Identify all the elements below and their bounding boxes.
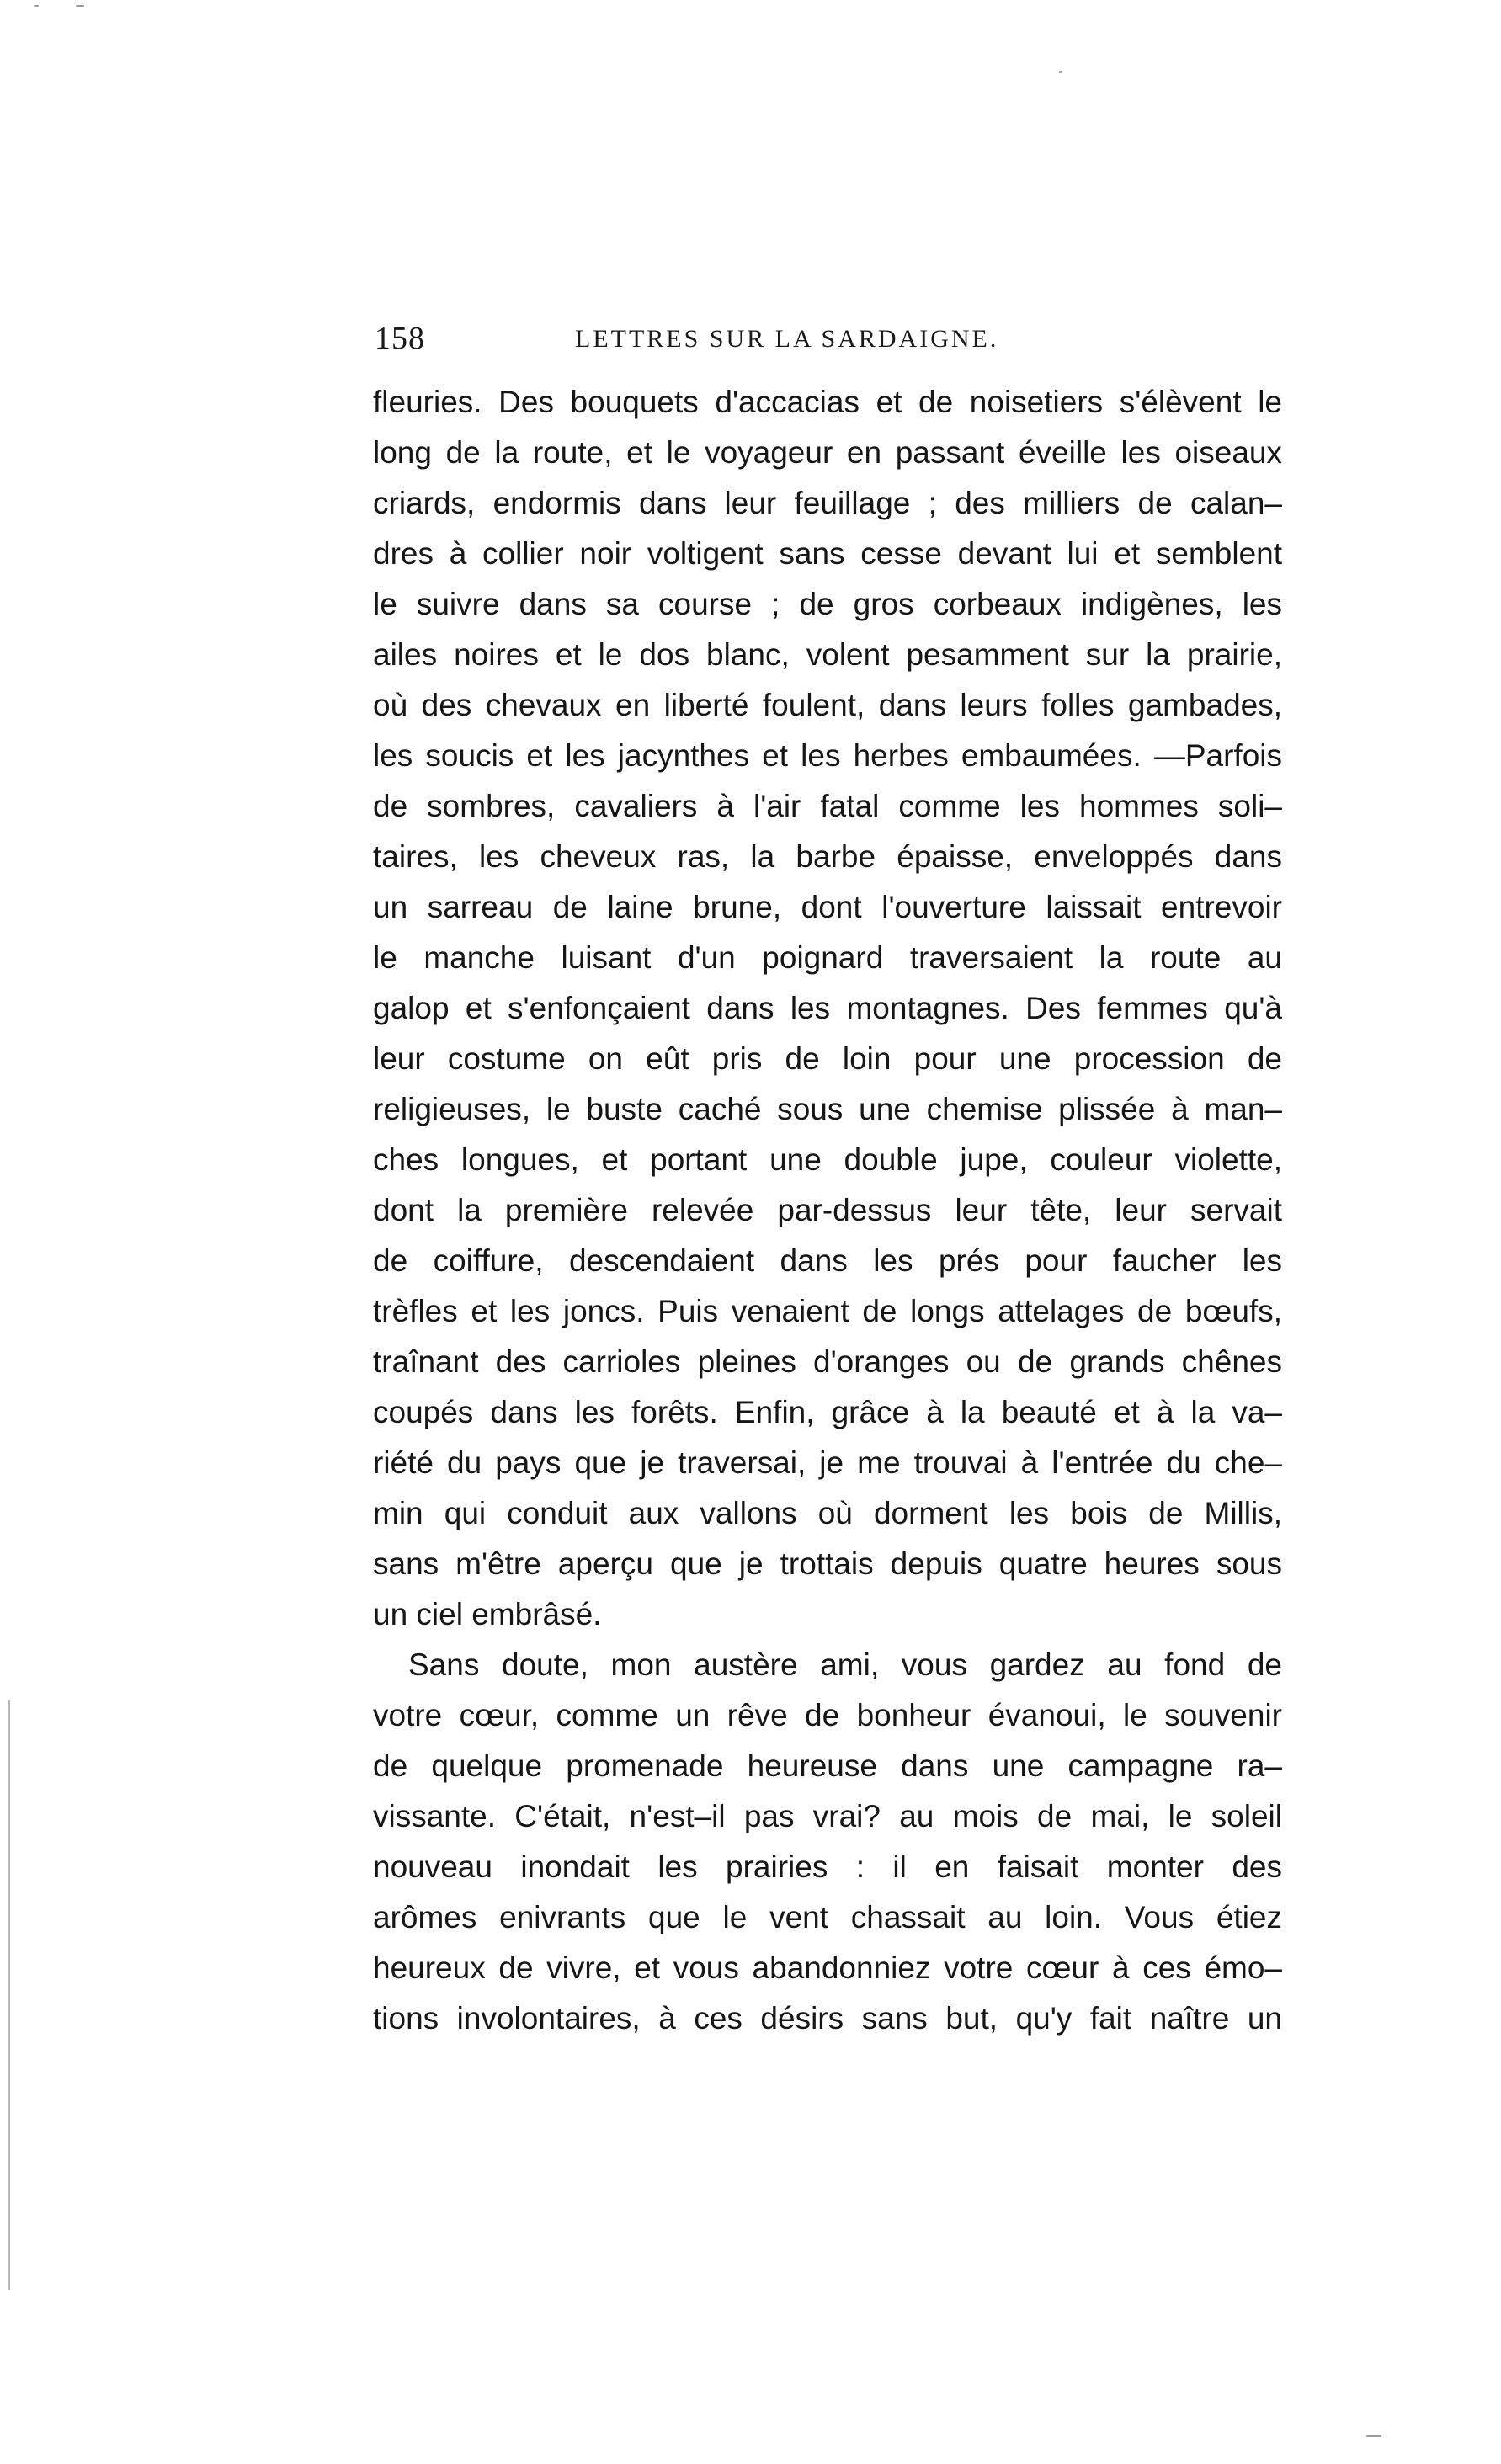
scan-speck: [76, 5, 84, 7]
text-line: criards, endormis dans leur feuillage ; des milliers de calan–: [373, 486, 1282, 520]
text-line: traînant des carrioles pleines d'oranges ou de grands chênes: [373, 1344, 1282, 1379]
scan-speck: [1366, 2435, 1381, 2437]
text-line: un ciel embrâsé.: [373, 1597, 602, 1631]
text-line: les soucis et les jacynthes et les herbes embaumées. —Parfois: [373, 738, 1282, 773]
text-line: vissante. C'était, n'est–il pas vrai? au mois de mai, le soleil: [373, 1799, 1282, 1833]
text-line: riété du pays que je traversai, je me trouvai à l'entrée du che–: [373, 1445, 1282, 1480]
scan-margin-edge: [8, 1700, 10, 2290]
page-header: [375, 320, 1284, 370]
text-line: un sarreau de laine brune, dont l'ouverture laissait entrevoir: [373, 890, 1282, 924]
text-line: trèfles et les joncs. Puis venaient de longs attelages de bœufs,: [373, 1294, 1282, 1328]
text-line: fleuries. Des bouquets d'accacias et de noisetiers s'élèvent le: [373, 385, 1282, 419]
text-line: le suivre dans sa course ; de gros corbeaux indigènes, les: [373, 587, 1282, 621]
text-line: coupés dans les forêts. Enfin, grâce à la beauté et à la va–: [373, 1395, 1282, 1429]
scan-speck: [34, 5, 39, 7]
text-line: religieuses, le buste caché sous une chemise plissée à man–: [373, 1092, 1282, 1126]
text-line: Sans doute, mon austère ami, vous gardez au fond de: [408, 1647, 1282, 1682]
text-line: dres à collier noir voltigent sans cesse devant lui et semblent: [373, 536, 1282, 571]
text-line: galop et s'enfonçaient dans les montagnes. Des femmes qu'à: [373, 991, 1282, 1025]
text-line: ailes noires et le dos blanc, volent pesamment sur la prairie,: [373, 637, 1282, 672]
text-line: min qui conduit aux vallons où dorment les bois de Millis,: [373, 1496, 1282, 1530]
text-line: tions involontaires, à ces désirs sans but, qu'y fait naître un: [373, 2001, 1282, 2036]
text-line: leur costume on eût pris de loin pour une procession de: [373, 1041, 1282, 1076]
text-line: où des chevaux en liberté foulent, dans leurs folles gambades,: [373, 688, 1282, 722]
text-line: votre cœur, comme un rêve de bonheur évanoui, le souvenir: [373, 1698, 1282, 1732]
text-line: sans m'être aperçu que je trottais depuis quatre heures sous: [373, 1546, 1282, 1581]
text-line: de sombres, cavaliers à l'air fatal comme les hommes soli–: [373, 789, 1282, 823]
text-line: nouveau inondait les prairies : il en faisait monter des: [373, 1849, 1282, 1884]
paragraph-1: [373, 377, 1282, 1640]
text-line: ches longues, et portant une double jupe, couleur violette,: [373, 1142, 1282, 1177]
running-head: LETTRES SUR LA SARDAIGNE.: [575, 325, 999, 353]
text-line: de quelque promenade heureuse dans une campagne ra–: [373, 1748, 1282, 1783]
text-line: taires, les cheveux ras, la barbe épaisse, enveloppés dans: [373, 839, 1282, 874]
text-line: de coiffure, descendaient dans les prés pour faucher les: [373, 1243, 1282, 1278]
page-number: 158: [375, 321, 425, 356]
paragraph-2: [373, 1640, 1282, 2044]
text-line: le manche luisant d'un poignard traversaient la route au: [373, 940, 1282, 975]
text-line: dont la première relevée par-dessus leur tête, leur servait: [373, 1193, 1282, 1227]
body-text: [373, 377, 1282, 2044]
text-line: long de la route, et le voyageur en passant éveille les oiseaux: [373, 435, 1282, 470]
text-line: arômes enivrants que le vent chassait au loin. Vous étiez: [373, 1900, 1282, 1934]
scan-speck: [1059, 71, 1062, 73]
text-line: heureux de vivre, et vous abandonniez votre cœur à ces émo–: [373, 1950, 1282, 1985]
